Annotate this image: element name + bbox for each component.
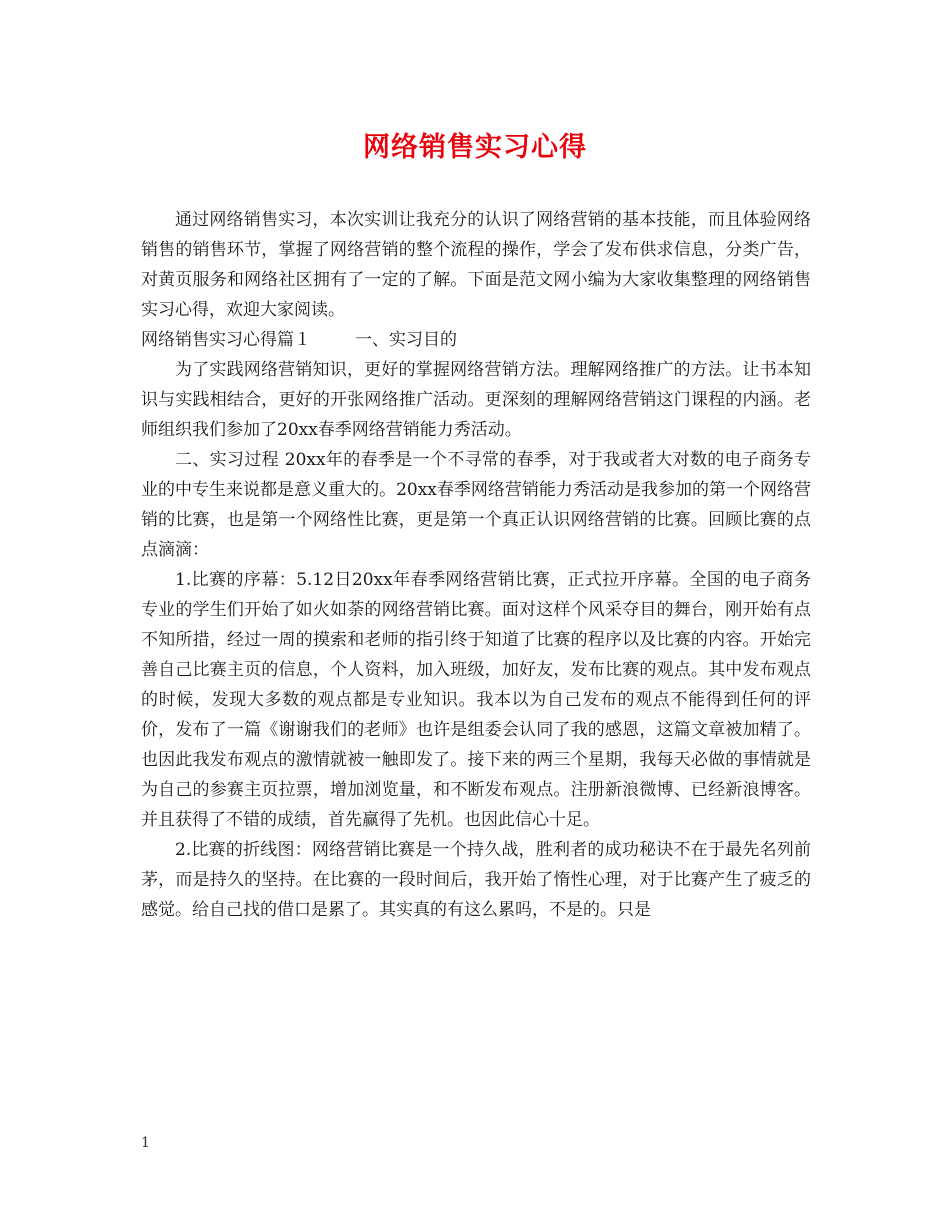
section-heading-line [141, 325, 811, 355]
section-title: 网络销售实习心得篇１ [141, 330, 311, 350]
document-body [141, 205, 811, 925]
section-subheading: 一、实习目的 [355, 330, 457, 350]
body-paragraph: 二、实习过程 20xx年的春季是一个不寻常的春季，对于我或者大对数的电子商务专业的中专生来说都是意义重大的。20xx春季网络营销能力秀活动是我参加的第一个网络营销的比赛，也是第一个网络性比赛，更是第一个真正认识网络营销的比赛。回顾比赛的点点滴滴： [141, 450, 811, 560]
body-paragraph: 为了实践网络营销知识，更好的掌握网络营销方法。理解网络推广的方法。让书本知识与实践相结合，更好的开张网络推广活动。更深刻的理解网络营销这门课程的内涵。老师组织我们参加了20xx春季网络营销能力秀活动。 [141, 360, 811, 440]
document-title: 网络销售实习心得 [363, 132, 587, 163]
intro-paragraph: 通过网络销售实习，本次实训让我充分的认识了网络营销的基本技能，而且体验网络销售的销售环节，掌握了网络营销的整个流程的操作，学会了发布供求信息，分类广告，对黄页服务和网络社区拥有了一定的了解。下面是范文网小编为大家收集整理的网络销售实习心得，欢迎大家阅读。 [141, 210, 811, 320]
body-paragraph: 2.比赛的折线图：网络营销比赛是一个持久战，胜利者的成功秘诀不在于最先名列前茅，而是持久的坚持。在比赛的一段时间后，我开始了惰性心理，对于比赛产生了疲乏的感觉。给自己找的借口是累了。其实真的有这么累吗，不是的。只是 [141, 840, 811, 920]
body-paragraph: 1.比赛的序幕：5.12日20xx年春季网络营销比赛，正式拉开序幕。全国的电子商务专业的学生们开始了如火如荼的网络营销比赛。面对这样个风采夺目的舞台，刚开始有点不知所措，经过一周的摸索和老师的指引终于知道了比赛的程序以及比赛的内容。开始完善自己比赛主页的信息，个人资料，加入班级，加好友，发布比赛的观点。其中发布观点的时候，发现大多数的观点都是专业知识。我本以为自己发布的观点不能得到任何的评价，发布了一篇《谢谢我们的老师》也许是组委会认同了我的感恩，这篇文章被加精了。也因此我发布观点的激情就被一触即发了。接下来的两三个星期，我每天必做的事情就是为自己的参赛主页拉票，增加浏览量，和不断发布观点。注册新浪微博、已经新浪博客。并且获得了不错的成绩，首先赢得了先机。也因此信心十足。 [141, 570, 811, 830]
page-number: 1 [141, 1135, 150, 1151]
